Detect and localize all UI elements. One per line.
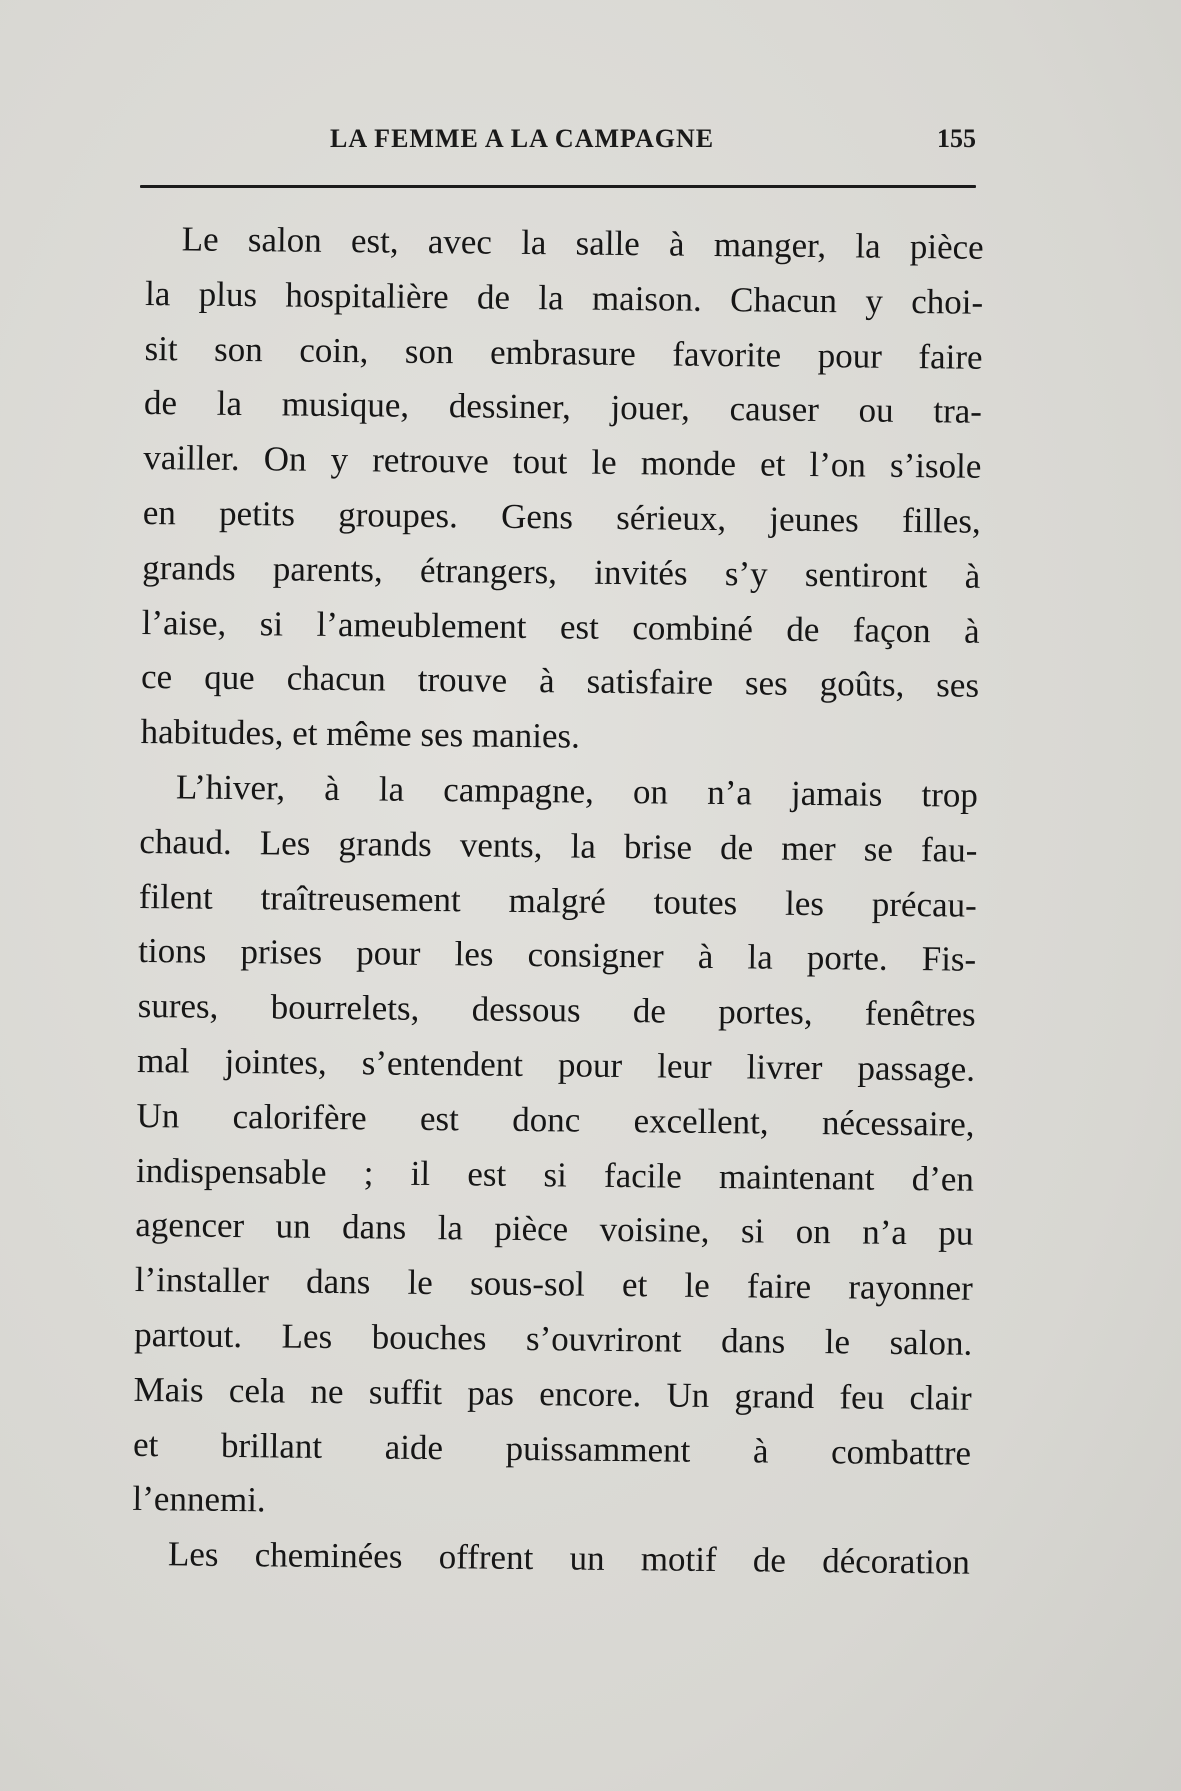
text-line: Le salon est, avec la salle à manger, la pièce: [181, 219, 984, 267]
header-rule: [140, 185, 976, 188]
text-line: sures, bourrelets, dessous de portes, fenêtres: [137, 986, 976, 1034]
text-line: habitudes, et même ses manies.: [140, 712, 581, 756]
text-line: l’ennemi.: [132, 1479, 266, 1520]
running-title: LA FEMME A LA CAMPAGNE: [330, 124, 715, 153]
text-line: l’aise, si l’ameublement est combiné de façon à: [141, 602, 980, 651]
text-line: Mais cela ne suffit pas encore. Un grand feu clair: [133, 1369, 972, 1418]
text-line: la plus hospitalière de la maison. Chacun y choi-: [144, 273, 984, 322]
text-line: chaud. Les grands vents, la brise de mer se fau-: [139, 821, 978, 870]
text-line: filent traîtreusement malgré toutes les précau-: [138, 876, 977, 925]
text-line: vailler. On y retrouve tout le monde et l’on s’isole: [143, 438, 982, 486]
text-line: l’installer dans le sous-sol et le faire rayonner: [134, 1260, 973, 1308]
text-line: Les cheminées offrent un motif de décoration: [167, 1534, 971, 1582]
text-line: mal jointes, s’entendent pour leur livrer passage.: [136, 1040, 976, 1089]
text-line: L’hiver, à la campagne, on n’a jamais trop: [175, 767, 979, 815]
running-header: [140, 124, 976, 164]
text-line: en petits groupes. Gens sérieux, jeunes filles,: [142, 492, 982, 541]
text-line: sit son coin, son embrasure favorite pour faire: [144, 328, 983, 377]
text-line: et brillant aide puissamment à combattre: [132, 1424, 972, 1473]
text-line: Un calorifère est donc excellent, nécessaire,: [136, 1095, 975, 1144]
text-line: ce que chacun trouve à satisfaire ses goûts, ses: [140, 657, 980, 706]
text-line: tions prises pour les consigner à la porte. Fis-: [138, 931, 977, 980]
body-text: [132, 212, 984, 1591]
text-line: indispensable ; il est si facile maintenant d’en: [135, 1150, 975, 1199]
page-number: 155: [937, 124, 976, 153]
text-line: de la musique, dessiner, jouer, causer ou tra-: [143, 383, 983, 432]
text-line: partout. Les bouches s’ouvriront dans le salon.: [134, 1314, 973, 1363]
text-line: agencer un dans la pièce voisine, si on n’a pu: [135, 1205, 974, 1254]
text-line: grands parents, étrangers, invités s’y sentiront à: [142, 547, 981, 596]
